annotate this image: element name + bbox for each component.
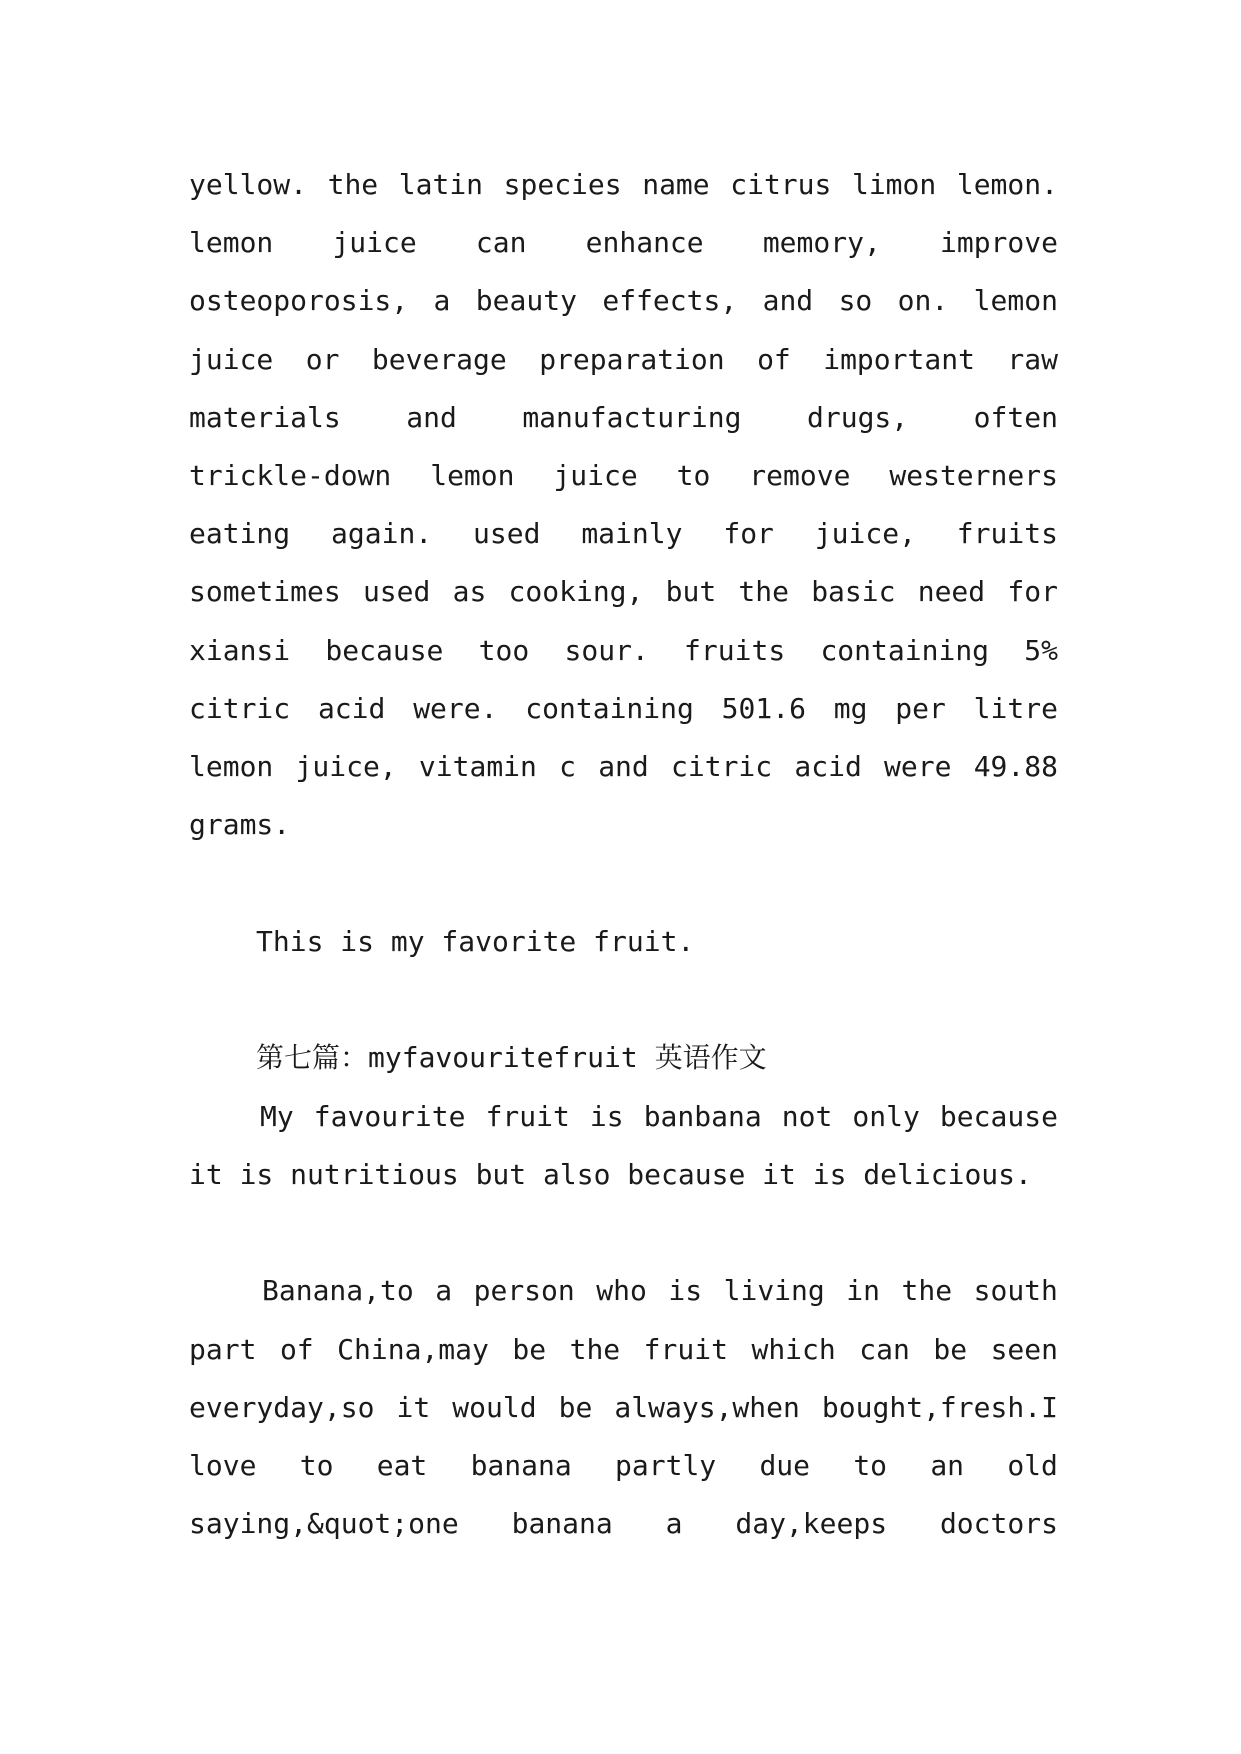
word: need <box>917 575 986 608</box>
word: osteoporosis, <box>189 284 409 317</box>
word: who <box>596 1274 647 1307</box>
word: only <box>852 1100 920 1133</box>
paragraph-line <box>189 1449 1058 1483</box>
word: 49.88 <box>973 750 1058 783</box>
word: memory, <box>762 226 881 259</box>
word: effects, <box>602 284 738 317</box>
word: sour. <box>564 634 649 667</box>
word: again. <box>331 517 433 550</box>
paragraph-line <box>189 1333 1058 1367</box>
word: old <box>1007 1449 1058 1482</box>
word: citric <box>671 750 773 783</box>
word: too <box>478 634 530 667</box>
word: because <box>939 1100 1058 1133</box>
word: due <box>759 1449 811 1482</box>
word: materials <box>189 401 341 434</box>
word: lemon. <box>956 168 1058 201</box>
word: acid <box>317 692 386 725</box>
word: an <box>930 1449 965 1482</box>
word: mg <box>833 692 868 725</box>
paragraph-line <box>189 343 1058 377</box>
word: juice <box>189 343 274 376</box>
word: so <box>838 284 873 317</box>
word: 5% <box>1024 634 1058 667</box>
word: of <box>279 1333 314 1366</box>
word: 501.6 <box>721 692 806 725</box>
word: saying,&quot;one <box>189 1507 459 1540</box>
paragraph-line <box>189 459 1058 493</box>
paragraph-line: grams. <box>189 808 291 841</box>
word: raw <box>1007 343 1058 376</box>
word: lemon <box>189 750 274 783</box>
word: can <box>475 226 527 259</box>
word: is <box>589 1100 624 1133</box>
word: part <box>189 1333 257 1366</box>
word: fruits <box>684 634 786 667</box>
word: manufacturing <box>522 401 742 434</box>
word: to <box>853 1449 888 1482</box>
word: species <box>503 168 622 201</box>
word: basic <box>811 575 896 608</box>
word: can <box>859 1333 910 1366</box>
word: juice, <box>295 750 397 783</box>
word: juice, <box>814 517 916 550</box>
paragraph-line <box>189 692 1058 726</box>
word: person <box>473 1274 575 1307</box>
paragraph-line <box>189 750 1058 784</box>
word: beauty <box>475 284 577 317</box>
word: often <box>973 401 1058 434</box>
word: westerners <box>889 459 1058 492</box>
word: seen <box>990 1333 1058 1366</box>
word: the <box>738 575 789 608</box>
word: litre <box>973 692 1058 725</box>
word: drugs, <box>807 401 909 434</box>
word: eating <box>189 517 291 550</box>
word: acid <box>794 750 862 783</box>
word: limon <box>851 168 937 201</box>
paragraph-line <box>189 226 1058 260</box>
word: containing <box>820 634 990 667</box>
word: everyday,so <box>189 1391 375 1424</box>
word: and <box>406 401 457 434</box>
paragraph-line <box>262 1274 1058 1308</box>
word: to <box>299 1449 334 1482</box>
word: in <box>846 1274 880 1307</box>
word: to <box>676 459 711 492</box>
word: of <box>757 343 791 376</box>
word: name <box>642 168 710 201</box>
word: yellow. <box>189 168 308 201</box>
word: favourite <box>313 1100 466 1133</box>
word: it <box>396 1391 431 1424</box>
word: partly <box>615 1449 717 1482</box>
word: be <box>512 1333 547 1366</box>
word: mainly <box>581 517 683 550</box>
word: and <box>598 750 649 783</box>
paragraph-line <box>189 1507 1058 1541</box>
word: My <box>260 1100 294 1133</box>
word: eat <box>376 1449 428 1482</box>
word: used <box>362 575 431 608</box>
word: containing <box>525 692 694 725</box>
word: be <box>558 1391 593 1424</box>
word: the <box>327 168 379 201</box>
paragraph-line <box>189 284 1058 318</box>
word: as <box>452 575 487 608</box>
word: banbana <box>643 1100 762 1133</box>
word: important <box>823 343 975 376</box>
word: lemon <box>189 226 274 259</box>
word: banana <box>470 1449 572 1482</box>
word: be <box>933 1333 968 1366</box>
word: banana <box>511 1507 613 1540</box>
paragraph-line <box>260 1100 1058 1134</box>
word: because <box>325 634 444 667</box>
paragraph-line <box>189 168 1058 202</box>
word: per <box>895 692 946 725</box>
word: love <box>189 1449 257 1482</box>
word: vitamin <box>418 750 537 783</box>
word: citric <box>189 692 291 725</box>
word: c <box>559 750 576 783</box>
word: China,may <box>337 1333 489 1366</box>
word: which <box>751 1333 836 1366</box>
paragraph-line <box>189 517 1058 551</box>
paragraph-line <box>189 634 1058 668</box>
word: fruit <box>485 1100 570 1133</box>
word: or <box>305 343 340 376</box>
paragraph-line <box>189 575 1058 609</box>
word: bought,fresh.I <box>821 1391 1058 1424</box>
word: juice <box>332 226 417 259</box>
word: beverage <box>371 343 507 376</box>
word: trickle-down <box>189 459 392 492</box>
word: the <box>901 1274 953 1307</box>
word: a <box>665 1507 683 1540</box>
word: remove <box>749 459 851 492</box>
word: Banana,to <box>262 1274 414 1307</box>
paragraph-line: it is nutritious but also because it is delicious. <box>189 1158 1032 1191</box>
word: latin <box>398 168 484 201</box>
word: for <box>723 517 774 550</box>
paragraph-line <box>189 1391 1058 1425</box>
word: cooking, <box>508 575 644 608</box>
word: is <box>668 1274 703 1307</box>
word: lemon <box>430 459 515 492</box>
word: but <box>665 575 717 608</box>
word: used <box>473 517 541 550</box>
word: would <box>452 1391 537 1424</box>
word: the <box>569 1333 621 1366</box>
word: on. <box>897 284 949 317</box>
word: living <box>723 1274 825 1307</box>
word: doctors <box>939 1507 1058 1540</box>
word: fruit <box>643 1333 728 1366</box>
paragraph-line: This is my favorite fruit. <box>256 925 695 958</box>
word: improve <box>939 226 1058 259</box>
word: not <box>781 1100 833 1133</box>
word: fruits <box>956 517 1058 550</box>
section-heading: 第七篇：myfavouritefruit 英语作文 <box>256 1041 767 1074</box>
word: preparation <box>539 343 725 376</box>
word: xiansi <box>189 634 291 667</box>
word: were <box>884 750 952 783</box>
word: juice <box>553 459 638 492</box>
word: a <box>433 284 451 317</box>
word: for <box>1007 575 1058 608</box>
word: were. <box>413 692 498 725</box>
word: always,when <box>614 1391 800 1424</box>
word: and <box>762 284 814 317</box>
word: a <box>435 1274 453 1307</box>
word: citrus <box>730 168 832 201</box>
word: south <box>973 1274 1058 1307</box>
word: sometimes <box>189 575 341 608</box>
word: enhance <box>585 226 704 259</box>
paragraph-line <box>189 401 1058 435</box>
word: lemon <box>973 284 1058 317</box>
word: day,keeps <box>735 1507 888 1540</box>
